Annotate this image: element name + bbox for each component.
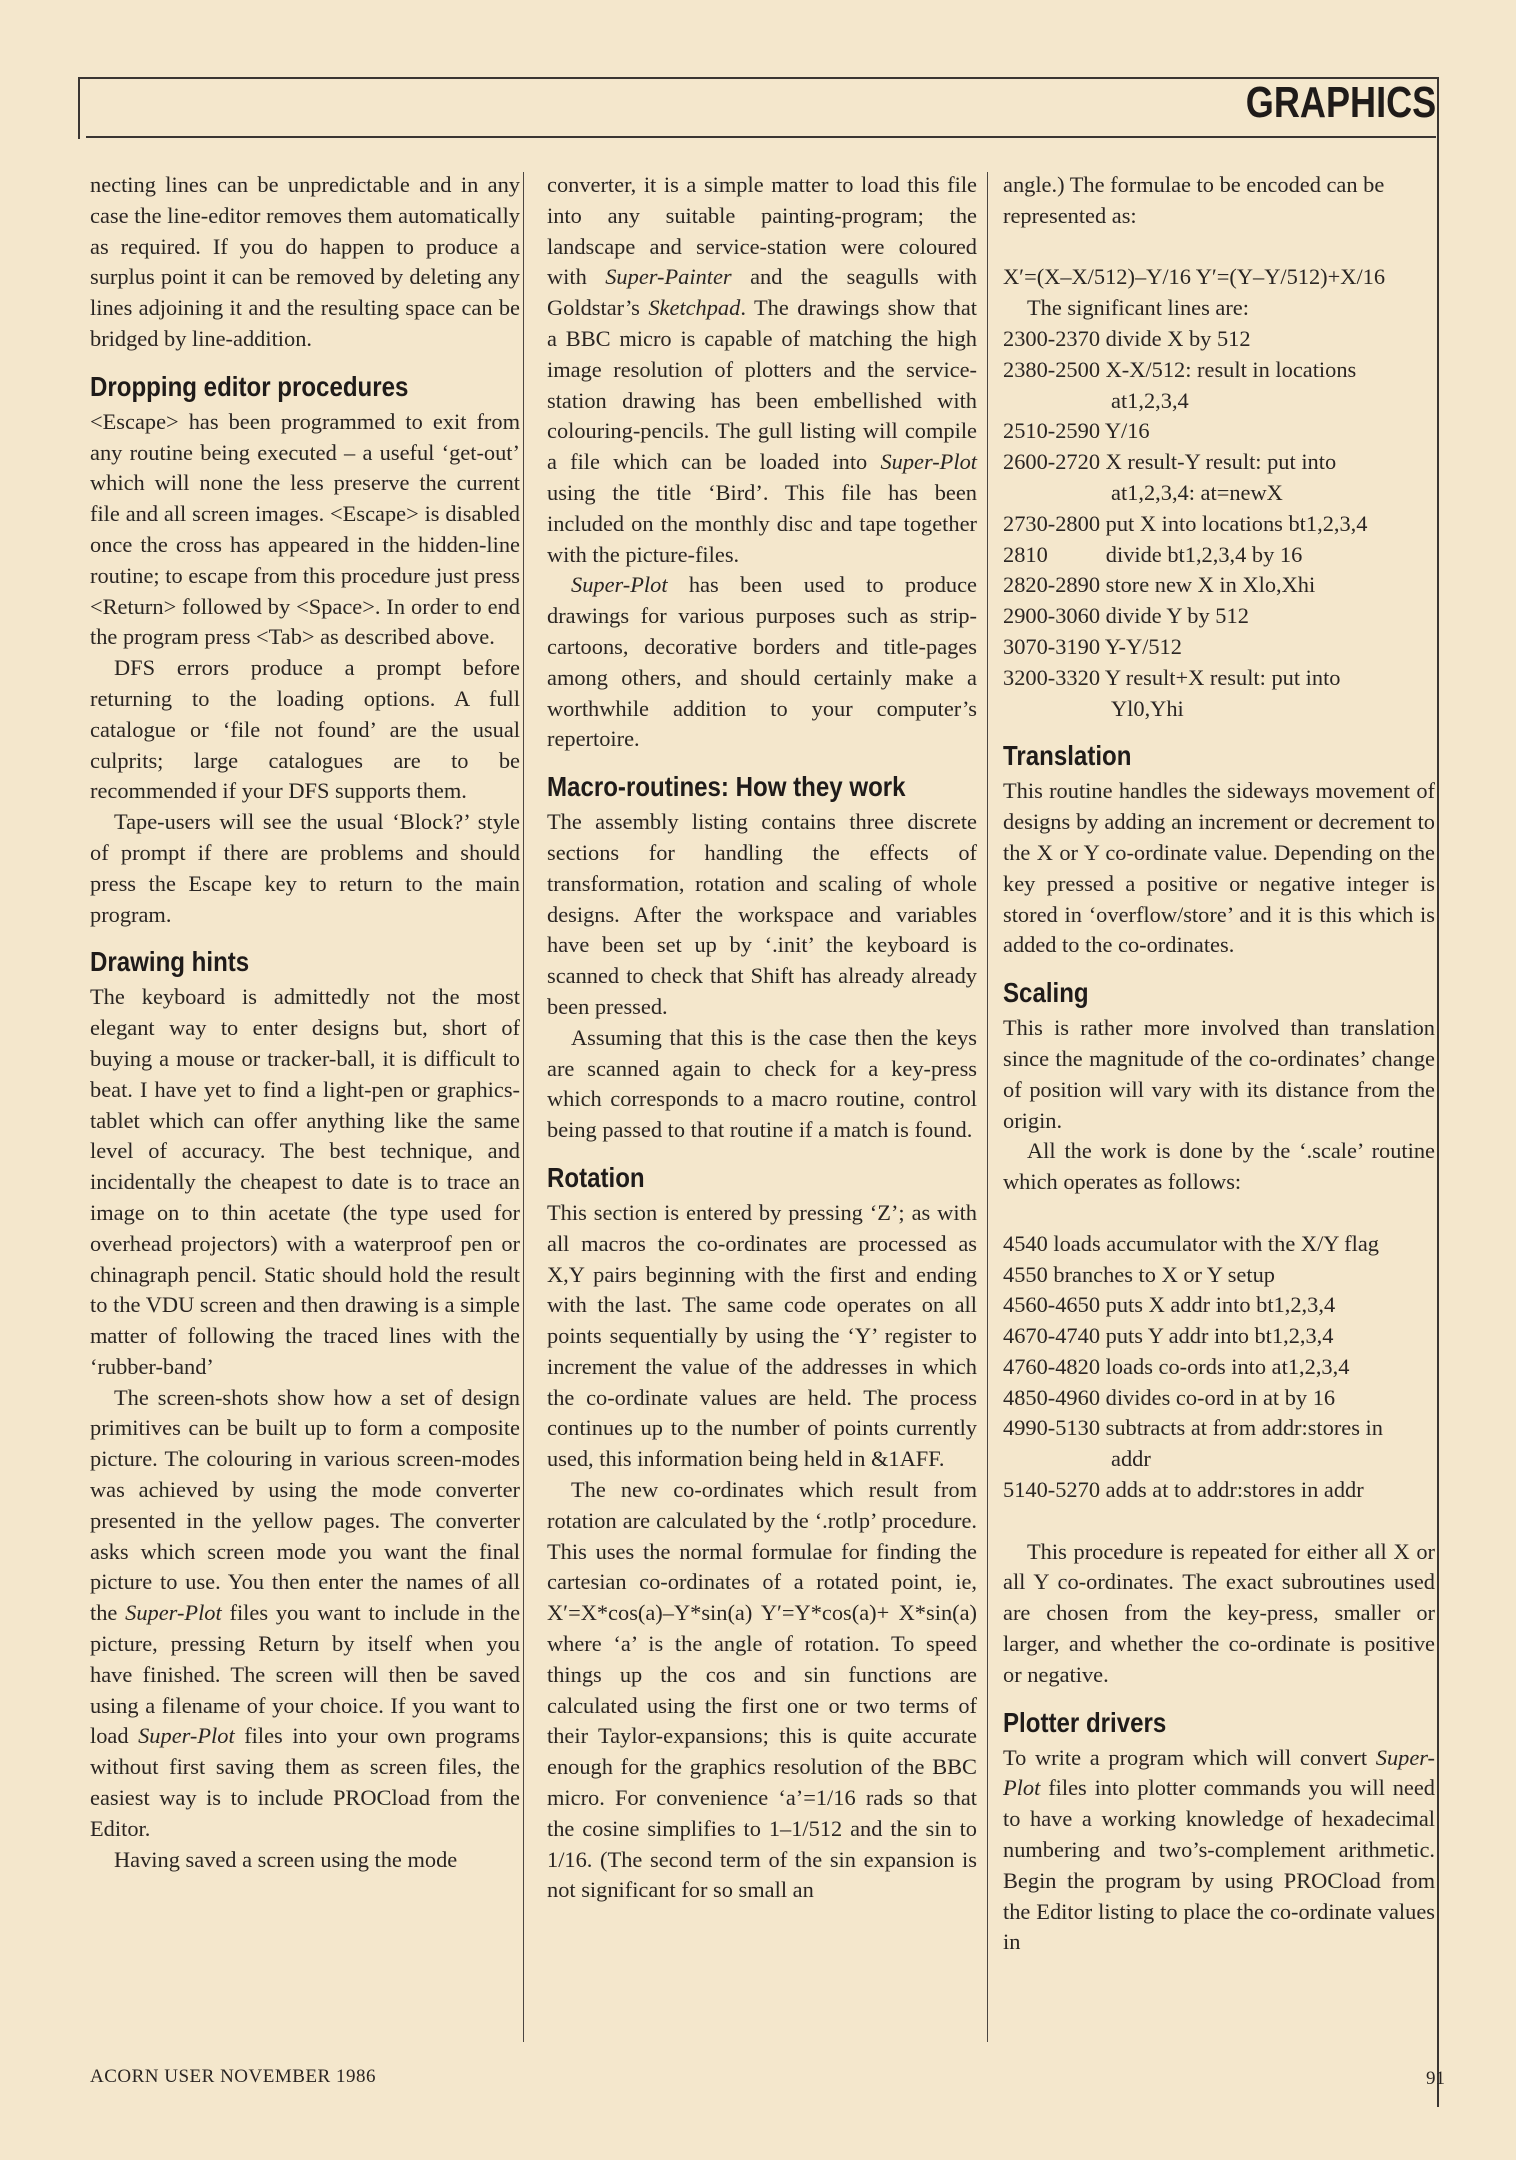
paragraph: All the work is done by the ‘.scale’ routine which operates as follows: bbox=[1003, 1138, 1435, 1195]
paragraph: The new co-ordinates which result from rotation are calculated by the ‘.rotlp’ procedure. This uses the normal formulae for finding the cartesian co-ordinates of a rotated point, ie, X′=X*cos(a)–Y*sin(a) Y′=Y*cos(a)+ X*sin(a) where ‘a’ is the angle of rotation. To speed things up the cos and sin functions are calculated using the first one or two terms of their Taylor-expansions; this is quite accurate enough for the graphics resolution of the BBC micro. For convenience ‘a’=1/16 rads so that the cosine simplifies to 1–1/512 and the sin to 1/16. (The second term of the sin expansion is not significant for so small an bbox=[547, 1477, 977, 1903]
page-number: 91 bbox=[1426, 2068, 1445, 2089]
listing-line-continued: addr bbox=[1111, 1446, 1151, 1472]
subheading-translation: Translation bbox=[1003, 740, 1132, 772]
column-divider bbox=[523, 172, 524, 2042]
subheading-macro-routines: Macro-routines: How they work bbox=[547, 771, 906, 803]
publication-footer: ACORN USER NOVEMBER 1986 bbox=[90, 2066, 376, 2087]
section-title: GRAPHICS bbox=[1245, 78, 1436, 127]
header-rule bbox=[86, 136, 1436, 138]
code-lines-listing-2 bbox=[1003, 1229, 1435, 1506]
listing-line-continued: Yl0,Yhi bbox=[1111, 695, 1184, 721]
paragraph: This procedure is repeated for either all X or all Y co-ordinates. The exact subroutines used are chosen from the key-press, smaller or larger, and whether the co-ordinate is positive or negative. bbox=[1003, 1538, 1435, 1687]
listing-line: 4760-4820 loads co-ords into at1,2,3,4 bbox=[1003, 1353, 1350, 1379]
paragraph: Assuming that this is the case then the keys are scanned again to check for a key-press which corresponds to a macro routine, control being passed to that routine if a match is found. bbox=[547, 1024, 977, 1143]
paragraph: This is rather more involved than translation since the magnitude of the co-ordinates’ change of position will vary with its distance from the origin. bbox=[1003, 1015, 1435, 1133]
listing-line: 4850-4960 divides co-ord in at by 16 bbox=[1003, 1384, 1336, 1410]
top-border-line bbox=[78, 77, 1438, 79]
subheading-scaling: Scaling bbox=[1003, 977, 1089, 1009]
paragraph: This section is entered by pressing ‘Z’; as with all macros the co-ordinates are processed as X,Y pairs beginning with the first and ending with the last. The same code operates on all points sequentially by using the ‘Y’ register to increment the value of the addresses in which the co-ordinate values are held. The process continues up to the number of points currently used, this information being held in &1AFF. bbox=[547, 1199, 977, 1472]
left-border-line bbox=[78, 77, 80, 139]
paragraph: necting lines can be unpredictable and in any case the line-editor removes them automatically as required. If you do happen to produce a surplus point it can be removed by deleting any lines adjoining it and the resulting space can be bridged by line-addition. bbox=[90, 172, 520, 351]
listing-line: 4550 branches to X or Y setup bbox=[1003, 1261, 1275, 1287]
listing-line: 2900-3060 divide Y by 512 bbox=[1003, 603, 1249, 629]
paragraph: converter, it is a simple matter to load this file into any suitable painting-program; the landscape and service-station were coloured with Super-Painter and the seagulls with Goldstar’s Sketchpad. The drawings show that a BBC micro is capable of matching the high image resolution of plotters and the service-station drawing has been embellished with colouring-pencils. The gull listing will compile a file which can be loaded into Super-Plot using the title ‘Bird’. This file has been included on the monthly disc and tape together with the picture-files. bbox=[547, 172, 977, 567]
paragraph: The keyboard is admittedly not the most elegant way to enter designs but, short of buying a mouse or tracker-ball, it is difficult to beat. I have yet to find a light-pen or graphics-tablet which can offer anything like the same level of accuracy. The best technique, and incidentally the cheapest to date is to trace an image on to thin acetate (the type used for overhead projectors) with a waterproof pen or chinagraph pencil. Static should hold the result to the VDU screen and then drawing is a simple matter of following the traced lines with the ‘rubber-band’ bbox=[90, 984, 520, 1379]
paragraph: angle.) The formulae to be encoded can be represented as: bbox=[1003, 172, 1385, 228]
listing-line: 3070-3190 Y-Y/512 bbox=[1003, 633, 1182, 659]
code-lines-listing-1 bbox=[1003, 324, 1435, 724]
listing-line: 2730-2800 put X into locations bt1,2,3,4 bbox=[1003, 510, 1368, 536]
listing-line: 4540 loads accumulator with the X/Y flag bbox=[1003, 1230, 1379, 1256]
listing-line: 2300-2370 divide X by 512 bbox=[1003, 325, 1251, 351]
subheading-rotation: Rotation bbox=[547, 1161, 645, 1193]
paragraph: Having saved a screen using the mode bbox=[114, 1846, 458, 1872]
right-border-line bbox=[1437, 77, 1439, 2107]
listing-line-continued: at1,2,3,4: at=newX bbox=[1111, 479, 1283, 505]
listing-line: 4670-4740 puts Y addr into bt1,2,3,4 bbox=[1003, 1323, 1334, 1349]
listing-line: 4560-4650 puts X addr into bt1,2,3,4 bbox=[1003, 1292, 1336, 1318]
listing-line: 2380-2500 X-X/512: result in locations bbox=[1003, 356, 1357, 382]
subheading-plotter-drivers: Plotter drivers bbox=[1003, 1706, 1167, 1738]
listing-line: 4990-5130 subtracts at from addr:stores in bbox=[1003, 1415, 1383, 1441]
listing-line: 2600-2720 X result-Y result: put into bbox=[1003, 449, 1337, 475]
paragraph: <Escape> has been programmed to exit from any routine being executed – a useful ‘get-out’ which will none the less preserve the current file and all screen images. <Escape> is disabled once the cross has appeared in the hidden-line routine; to escape from this procedure just press <Return> followed by <Space>. In order to end the program press <Tab> as described above. bbox=[90, 408, 520, 650]
listing-line: 2510-2590 Y/16 bbox=[1003, 418, 1150, 444]
formula: X′=(X–X/512)–Y/16 Y′=(Y–Y/512)+X/16 bbox=[1003, 264, 1386, 290]
listing-line: 5140-5270 adds at to addr:stores in addr bbox=[1003, 1477, 1364, 1503]
column-1 bbox=[90, 170, 520, 1875]
listing-line-continued: at1,2,3,4 bbox=[1111, 387, 1189, 413]
paragraph: Tape-users will see the usual ‘Block?’ style of prompt if there are problems and should press the Escape key to return to the main program. bbox=[90, 809, 520, 927]
listing-line: 2820-2890 store new X in Xlo,Xhi bbox=[1003, 572, 1316, 598]
listing-line: 2810 divide bt1,2,3,4 by 16 bbox=[1003, 541, 1303, 567]
listing-line: 3200-3320 Y result+X result: put into bbox=[1003, 664, 1341, 690]
paragraph: The screen-shots show how a set of design primitives can be built up to form a composite picture. The colouring in various screen-modes was achieved by using the mode converter presented in the yellow pages. The converter asks which screen mode you want the final picture to use. You then enter the names of all the Super-Plot files you want to include in the picture, pressing Return by itself when you have finished. The screen will then be saved using a filename of your choice. If you want to load Super-Plot files into your own programs without first saving them as screen files, the easiest way is to include PROCload from the Editor. bbox=[90, 1384, 521, 1841]
paragraph: DFS errors produce a prompt before returning to the loading options. A full catalogue or ‘file not found’ are the usual culprits; large catalogues are to be recommended if your DFS supports them. bbox=[90, 655, 520, 804]
column-divider bbox=[987, 172, 988, 2042]
column-3 bbox=[1003, 170, 1435, 1958]
subheading-drawing-hints: Drawing hints bbox=[90, 946, 250, 978]
paragraph: The assembly listing contains three discrete sections for handling the effects of transformation, rotation and scaling of whole designs. After the workspace and variables have been set up by ‘.init’ the keyboard is scanned to check that Shift has already already been pressed. bbox=[547, 809, 977, 1019]
paragraph: The significant lines are: bbox=[1027, 295, 1249, 321]
subheading-dropping-editor-procedures: Dropping editor procedures bbox=[90, 370, 409, 402]
column-2 bbox=[547, 170, 977, 1906]
paragraph: This routine handles the sideways movement of designs by adding an increment or decrement to the X or Y co-ordinate value. Depending on the key pressed a positive or negative integer is stored in ‘overflow/store’ and it is this which is added to the co-ordinates. bbox=[1003, 778, 1435, 958]
paragraph: Super-Plot has been used to produce drawings for various purposes such as strip-cartoons, decorative borders and title-pages among others, and should certainly make a worthwhile addition to your computer’s repertoire. bbox=[547, 572, 977, 752]
paragraph: To write a program which will convert Super-Plot files into plotter commands you will need to have a working knowledge of hexadecimal numbering and two’s-complement arithmetic. Begin the program by using PROCload from the Editor listing to place the co-ordinate values in bbox=[1003, 1744, 1435, 1955]
